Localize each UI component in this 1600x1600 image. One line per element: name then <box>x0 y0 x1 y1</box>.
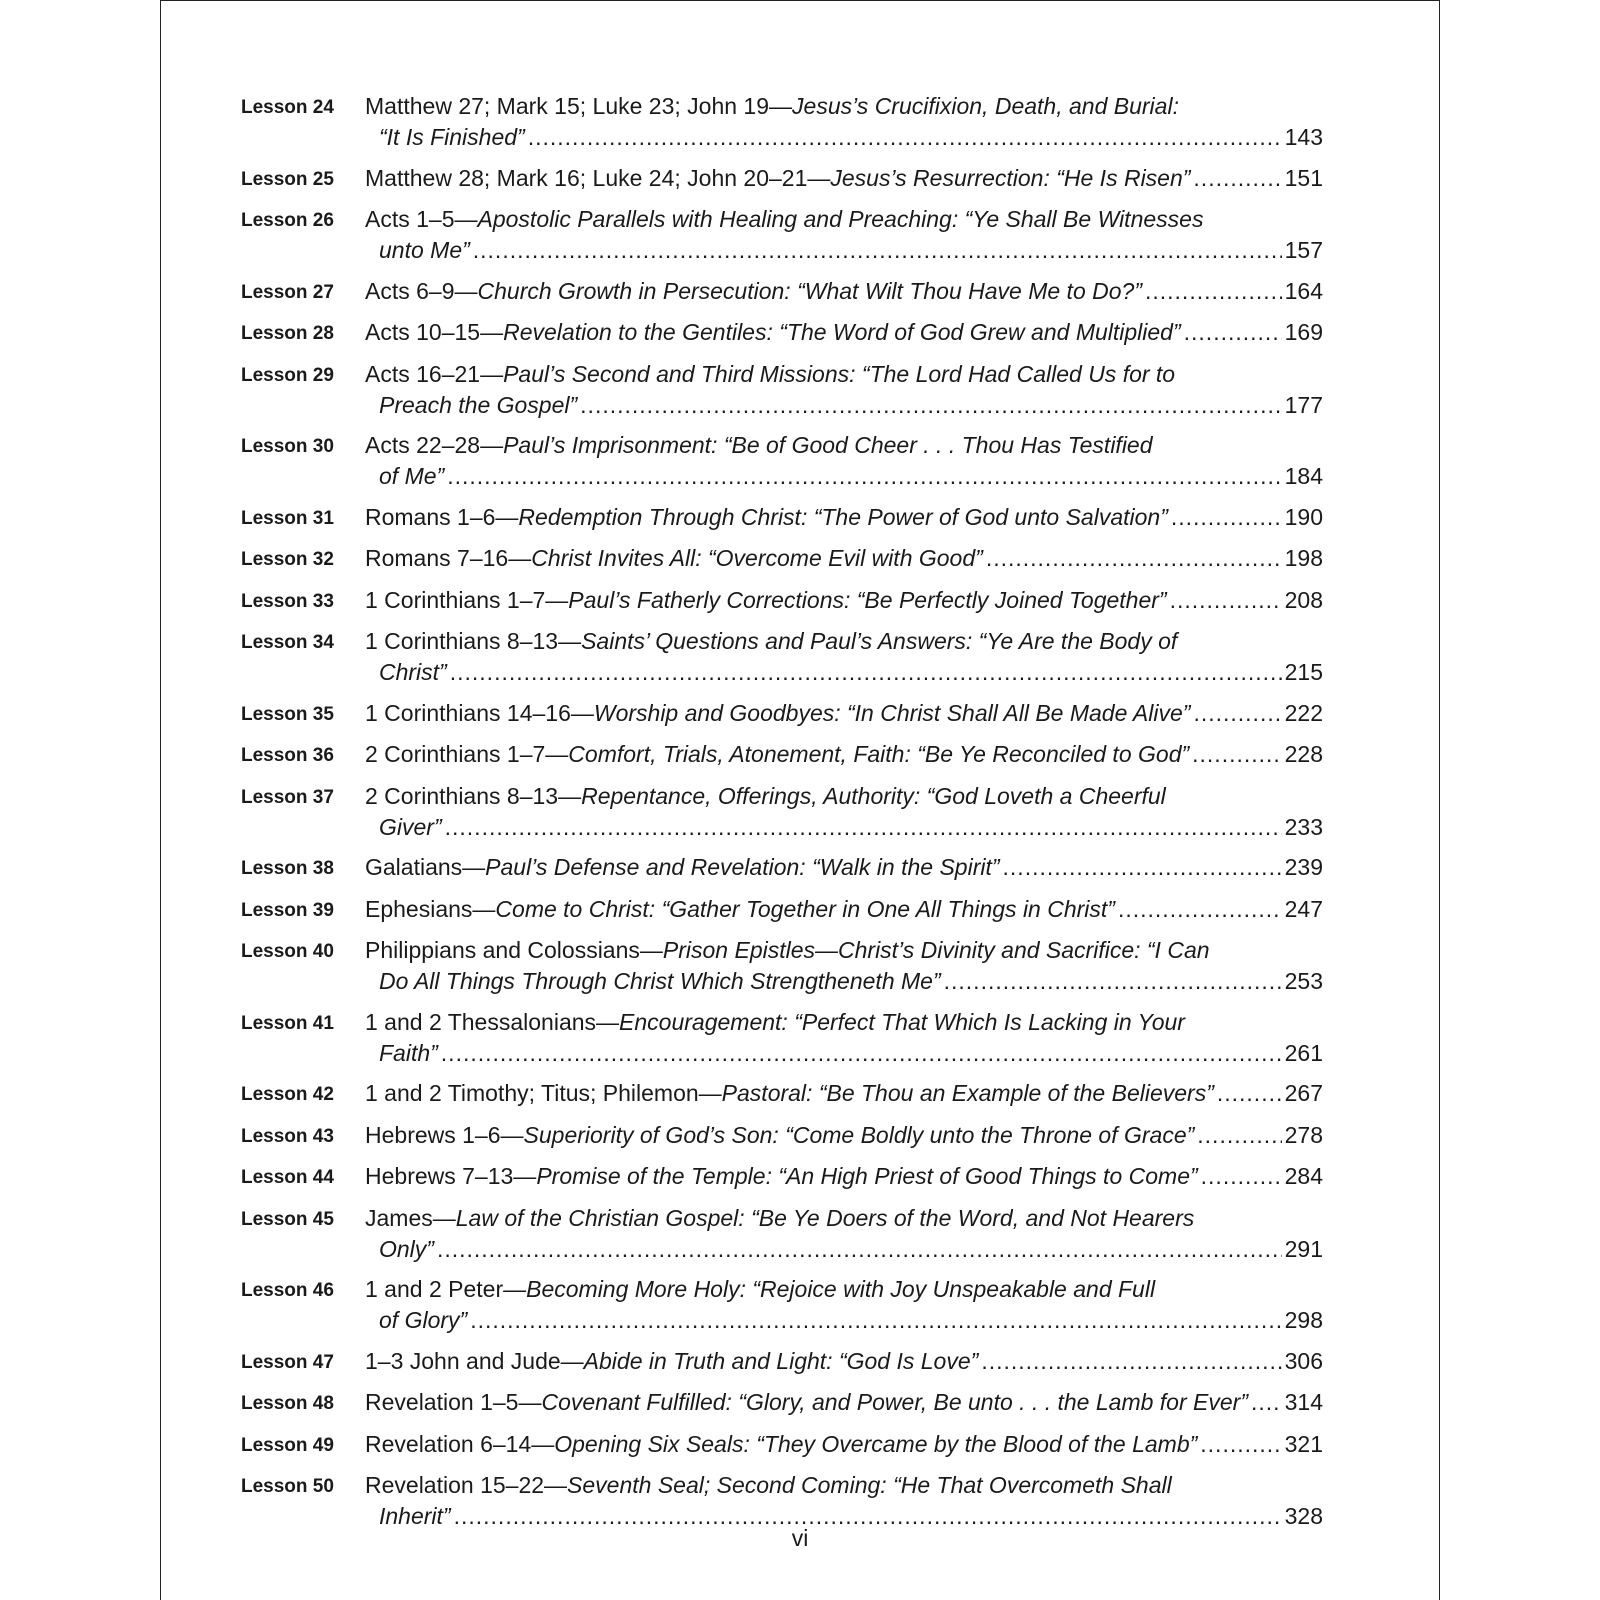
entry-title <box>365 1387 1323 1418</box>
dot-leader <box>1170 585 1282 616</box>
dot-leader <box>986 543 1282 574</box>
lesson-theme: Prison Epistles—Christ’s Divinity and Sacrifice: “I Can <box>662 937 1210 963</box>
toc-entry <box>241 1078 1323 1110</box>
page-reference: 190 <box>1284 503 1323 530</box>
toc-entry <box>241 935 1323 997</box>
leader-line <box>365 235 1323 266</box>
entry-title <box>365 317 1323 348</box>
entry-title <box>365 1161 1323 1192</box>
dot-leader <box>1193 698 1281 729</box>
lesson-theme: Becoming More Holy: “Rejoice with Joy Unspeakable and Full <box>526 1276 1156 1302</box>
entry-title <box>365 626 1323 688</box>
dot-leader <box>1171 502 1282 533</box>
toc-entry <box>241 894 1323 926</box>
dot-leader <box>1217 1078 1282 1109</box>
page-reference: 328 <box>1284 1503 1323 1529</box>
page-reference: 143 <box>1284 124 1323 150</box>
lesson-theme: Church Growth in Persecution: “What Wilt Thou Have Me to Do?” <box>477 277 1142 304</box>
leader-line <box>365 1429 1323 1460</box>
toc-entry <box>241 359 1323 421</box>
title-text <box>365 502 1168 533</box>
lesson-number: Lesson 33 <box>241 590 334 612</box>
entry-title <box>365 1470 1323 1532</box>
toc-entry <box>241 1203 1323 1265</box>
lesson-theme-continued: Only” <box>379 1235 434 1262</box>
page-reference: 169 <box>1284 319 1323 345</box>
title-text <box>365 739 1189 770</box>
page-reference: 208 <box>1284 586 1323 613</box>
lesson-theme-continued: Christ” <box>379 659 447 685</box>
lesson-number: Lesson 50 <box>241 1476 334 1497</box>
lesson-theme: Paul’s Defense and Revelation: “Walk in the Spirit” <box>485 854 1000 880</box>
toc-entry <box>241 1274 1323 1336</box>
dot-leader <box>1145 276 1282 307</box>
title-continuation <box>379 1038 438 1069</box>
scripture-reference: 2 Corinthians 1–7— <box>365 741 569 767</box>
page-reference: 291 <box>1284 1235 1323 1262</box>
dot-leader <box>1118 894 1282 925</box>
title-text <box>365 317 1181 348</box>
entry-title <box>365 1429 1323 1460</box>
scripture-reference: Hebrews 1–6— <box>365 1121 524 1148</box>
scripture-reference: 2 Corinthians 8–13— <box>365 782 582 809</box>
lesson-theme: Paul’s Fatherly Corrections: “Be Perfectly Joined Together” <box>568 586 1167 613</box>
scripture-reference: 1 Corinthians 8–13— <box>365 628 582 654</box>
dot-leader <box>1192 739 1281 770</box>
scripture-reference: Acts 6–9— <box>365 277 478 304</box>
title-first-line <box>365 359 1323 390</box>
entry-title <box>365 1007 1323 1069</box>
page-reference: 222 <box>1284 699 1323 726</box>
dot-leader <box>1197 1120 1281 1151</box>
lesson-number: Lesson 42 <box>241 1084 334 1105</box>
lesson-theme: Abide in Truth and Light: “God Is Love” <box>583 1347 979 1374</box>
title-text <box>365 852 1000 883</box>
lesson-theme-continued: Faith” <box>379 1039 438 1066</box>
page-reference: 253 <box>1284 968 1323 994</box>
title-continuation <box>379 657 447 688</box>
scripture-reference: Matthew 27; Mark 15; Luke 23; John 19— <box>365 93 793 119</box>
toc-entry <box>241 317 1323 349</box>
lesson-theme-continued: Giver” <box>379 813 442 840</box>
lesson-number: Lesson 43 <box>241 1125 334 1147</box>
scripture-reference: Acts 16–21— <box>365 360 504 387</box>
page-reference: 247 <box>1284 895 1323 922</box>
leader-line <box>365 1346 1323 1377</box>
title-first-line <box>365 1203 1323 1234</box>
entry-title <box>365 1274 1323 1336</box>
scripture-reference: 1 and 2 Timothy; Titus; Philemon— <box>365 1080 722 1106</box>
entry-title <box>365 894 1323 925</box>
dot-leader <box>437 1234 1282 1265</box>
entry-title <box>365 204 1323 266</box>
title-first-line <box>365 204 1323 235</box>
lesson-theme: Revelation to the Gentiles: “The Word of God Grew and Multiplied” <box>503 319 1181 345</box>
page-reference: 164 <box>1284 277 1323 304</box>
title-continuation <box>379 1234 434 1265</box>
title-text <box>365 1387 1248 1418</box>
scripture-reference: Romans 1–6— <box>365 503 519 530</box>
title-continuation <box>379 235 470 266</box>
entry-title <box>365 585 1323 616</box>
title-first-line <box>365 1007 1323 1038</box>
toc-entry <box>241 585 1323 617</box>
toc-entry <box>241 430 1323 492</box>
leader-line <box>365 276 1323 307</box>
page-reference: 267 <box>1284 1080 1323 1106</box>
title-first-line <box>365 430 1323 461</box>
toc-entry <box>241 739 1323 771</box>
toc-entry <box>241 1470 1323 1532</box>
page-reference: 284 <box>1284 1163 1323 1189</box>
scripture-reference: Galatians— <box>365 854 486 880</box>
dot-leader <box>580 390 1281 421</box>
scripture-reference: Hebrews 7–13— <box>365 1163 537 1189</box>
lesson-number: Lesson 49 <box>241 1434 334 1456</box>
lesson-number: Lesson 40 <box>241 941 334 962</box>
lesson-theme: Come to Christ: “Gather Together in One All Things in Christ” <box>495 895 1115 922</box>
scripture-reference: Ephesians— <box>365 895 496 922</box>
dot-leader <box>981 1346 1281 1377</box>
entry-title <box>365 359 1323 421</box>
scripture-reference: Acts 1–5— <box>365 206 478 232</box>
lesson-number: Lesson 34 <box>241 632 334 653</box>
toc-entry <box>241 1429 1323 1461</box>
entry-title <box>365 698 1323 729</box>
title-text <box>365 585 1167 616</box>
leader-line <box>365 698 1323 729</box>
page-reference: 215 <box>1284 659 1323 685</box>
title-continuation <box>379 390 577 421</box>
lesson-theme-continued: of Glory” <box>379 1307 468 1333</box>
lesson-theme: Encouragement: “Perfect That Which Is Lacking in Your <box>619 1008 1185 1035</box>
lesson-number: Lesson 37 <box>241 786 334 808</box>
entry-title <box>365 739 1323 770</box>
lesson-number: Lesson 28 <box>241 323 334 344</box>
scripture-reference: Philippians and Colossians— <box>365 937 663 963</box>
leader-line <box>365 966 1323 997</box>
title-text <box>365 276 1142 307</box>
toc-entry <box>241 1346 1323 1378</box>
page-reference: 239 <box>1284 854 1323 880</box>
title-continuation <box>379 812 442 843</box>
lesson-number: Lesson 45 <box>241 1208 334 1230</box>
title-text <box>365 543 983 574</box>
title-continuation <box>379 1305 467 1336</box>
entry-title <box>365 543 1323 574</box>
entry-title <box>365 852 1323 883</box>
leader-line <box>365 122 1323 153</box>
lesson-theme: Worship and Goodbyes: “In Christ Shall All Be Made Alive” <box>593 699 1191 726</box>
title-text <box>365 1120 1194 1151</box>
page-reference: 261 <box>1284 1039 1323 1066</box>
lesson-number: Lesson 29 <box>241 364 334 386</box>
toc-entry <box>241 1161 1323 1193</box>
leader-line <box>365 1161 1323 1192</box>
title-first-line <box>365 1470 1323 1501</box>
lesson-theme: Repentance, Offerings, Authority: “God Loveth a Cheerful <box>581 782 1166 809</box>
lesson-theme: Jesus’s Crucifixion, Death, and Burial: <box>792 93 1179 119</box>
dot-leader <box>470 1305 1281 1336</box>
leader-line <box>365 1038 1323 1069</box>
lesson-number: Lesson 27 <box>241 281 334 303</box>
lesson-number: Lesson 36 <box>241 745 334 766</box>
dot-leader <box>447 461 1281 492</box>
lesson-theme-continued: of Me” <box>379 463 445 489</box>
lesson-theme: Superiority of God’s Son: “Come Boldly unto the Throne of Grace” <box>523 1121 1195 1148</box>
title-continuation <box>379 122 525 153</box>
title-text <box>365 1346 978 1377</box>
scripture-reference: Acts 10–15— <box>365 319 504 345</box>
scripture-reference: 1 Corinthians 14–16— <box>365 699 594 726</box>
toc-entry <box>241 502 1323 534</box>
toc-entry <box>241 1387 1323 1419</box>
entry-title <box>365 276 1323 307</box>
scripture-reference: 1 and 2 Peter— <box>365 1276 527 1302</box>
leader-line <box>365 657 1323 688</box>
entry-title <box>365 1078 1323 1109</box>
page-reference: 228 <box>1284 741 1323 767</box>
lesson-number: Lesson 31 <box>241 507 334 529</box>
toc-entry <box>241 276 1323 308</box>
dot-leader <box>1184 317 1282 348</box>
title-first-line <box>365 935 1323 966</box>
lesson-theme-continued: “It Is Finished” <box>379 124 525 150</box>
lesson-number: Lesson 32 <box>241 549 334 570</box>
lesson-theme-continued: unto Me” <box>379 237 470 263</box>
table-of-contents <box>241 91 1323 1542</box>
lesson-theme: Jesus’s Resurrection: “He Is Risen” <box>830 164 1191 191</box>
dot-leader <box>528 122 1282 153</box>
lesson-number: Lesson 39 <box>241 899 334 921</box>
lesson-theme: Paul’s Imprisonment: “Be of Good Cheer . . . Thou Has Testified <box>503 432 1153 458</box>
lesson-theme: Pastoral: “Be Thou an Example of the Believers” <box>721 1080 1214 1106</box>
toc-entry <box>241 852 1323 884</box>
toc-entry <box>241 204 1323 266</box>
toc-entry <box>241 781 1323 843</box>
lesson-theme-continued: Inherit” <box>379 1503 451 1529</box>
leader-line <box>365 461 1323 492</box>
lesson-theme: Paul’s Second and Third Missions: “The Lord Had Called Us for to <box>503 360 1176 387</box>
title-text <box>365 1078 1214 1109</box>
title-text <box>365 894 1115 925</box>
toc-entry <box>241 163 1323 195</box>
lesson-number: Lesson 44 <box>241 1167 334 1188</box>
leader-line <box>365 1120 1323 1151</box>
dot-leader <box>441 1038 1282 1069</box>
lesson-number: Lesson 26 <box>241 210 334 231</box>
title-first-line <box>365 1274 1323 1305</box>
dot-leader <box>1193 163 1281 194</box>
lesson-number: Lesson 25 <box>241 168 334 190</box>
leader-line <box>365 585 1323 616</box>
toc-entry <box>241 698 1323 730</box>
scripture-reference: 1 Corinthians 1–7— <box>365 586 569 613</box>
scripture-reference: 1 and 2 Thessalonians— <box>365 1008 620 1035</box>
entry-title <box>365 1346 1323 1377</box>
lesson-theme: Promise of the Temple: “An High Priest of Good Things to Come” <box>536 1163 1198 1189</box>
lesson-number: Lesson 41 <box>241 1012 334 1034</box>
entry-title <box>365 1120 1323 1151</box>
entry-title <box>365 935 1323 997</box>
scripture-reference: Revelation 1–5— <box>365 1389 542 1415</box>
leader-line <box>365 1305 1323 1336</box>
lesson-number: Lesson 24 <box>241 97 334 118</box>
lesson-theme: Apostolic Parallels with Healing and Preaching: “Ye Shall Be Witnesses <box>477 206 1204 232</box>
dot-leader <box>1201 1161 1282 1192</box>
title-first-line <box>365 781 1323 812</box>
entry-title <box>365 430 1323 492</box>
entry-title <box>365 1203 1323 1265</box>
toc-entry <box>241 543 1323 575</box>
dot-leader <box>473 235 1282 266</box>
leader-line <box>365 543 1323 574</box>
entry-title <box>365 91 1323 153</box>
leader-line <box>365 739 1323 770</box>
page-reference: 278 <box>1284 1121 1323 1148</box>
page-reference: 198 <box>1284 545 1323 571</box>
toc-entry <box>241 1007 1323 1069</box>
lesson-number: Lesson 38 <box>241 858 334 879</box>
scripture-reference: Matthew 28; Mark 16; Luke 24; John 20–21— <box>365 164 831 191</box>
leader-line <box>365 502 1323 533</box>
lesson-number: Lesson 30 <box>241 436 334 457</box>
scripture-reference: Revelation 15–22— <box>365 1472 568 1498</box>
leader-line <box>365 1234 1323 1265</box>
title-first-line <box>365 91 1323 122</box>
leader-line <box>365 1078 1323 1109</box>
page-reference: 177 <box>1284 391 1323 418</box>
leader-line <box>365 894 1323 925</box>
page <box>160 0 1440 1600</box>
toc-entry <box>241 1120 1323 1152</box>
lesson-number: Lesson 47 <box>241 1351 334 1373</box>
leader-line <box>365 812 1323 843</box>
title-first-line <box>365 626 1323 657</box>
entry-title <box>365 781 1323 843</box>
dot-leader <box>1251 1387 1282 1418</box>
title-text <box>365 1429 1197 1460</box>
dot-leader <box>445 812 1282 843</box>
scripture-reference: James— <box>365 1204 456 1231</box>
lesson-theme: Law of the Christian Gospel: “Be Ye Doers of the Word, and Not Hearers <box>455 1204 1195 1231</box>
lesson-number: Lesson 46 <box>241 1280 334 1301</box>
page-reference: 314 <box>1284 1389 1323 1415</box>
page-reference: 233 <box>1284 813 1323 840</box>
page-reference: 151 <box>1284 164 1323 191</box>
title-text <box>365 1161 1198 1192</box>
entry-title <box>365 502 1323 533</box>
dot-leader <box>1200 1429 1281 1460</box>
lesson-number: Lesson 35 <box>241 703 334 725</box>
lesson-theme: Redemption Through Christ: “The Power of God unto Salvation” <box>518 503 1168 530</box>
lesson-theme: Opening Six Seals: “They Overcame by the Blood of the Lamb” <box>554 1430 1198 1457</box>
title-text <box>365 698 1190 729</box>
entry-title <box>365 163 1323 194</box>
dot-leader <box>944 966 1282 997</box>
lesson-theme-continued: Do All Things Through Christ Which Strengtheneth Me” <box>379 968 941 994</box>
scripture-reference: 1–3 John and Jude— <box>365 1347 584 1374</box>
toc-entry <box>241 626 1323 688</box>
lesson-theme: Comfort, Trials, Atonement, Faith: “Be Ye Reconciled to God” <box>568 741 1190 767</box>
leader-line <box>365 390 1323 421</box>
lesson-theme: Covenant Fulfilled: “Glory, and Power, Be unto . . . the Lamb for Ever” <box>541 1389 1248 1415</box>
lesson-theme: Saints’ Questions and Paul’s Answers: “Ye Are the Body of <box>581 628 1178 654</box>
toc-entry <box>241 91 1323 153</box>
dot-leader <box>450 657 1282 688</box>
page-number-folio: vi <box>791 1525 809 1551</box>
scripture-reference: Revelation 6–14— <box>365 1430 555 1457</box>
lesson-number: Lesson 48 <box>241 1393 334 1414</box>
scripture-reference: Acts 22–28— <box>365 432 504 458</box>
page-reference: 157 <box>1284 237 1323 263</box>
lesson-theme-continued: Preach the Gospel” <box>379 391 578 418</box>
dot-leader <box>1003 852 1282 883</box>
scripture-reference: Romans 7–16— <box>365 545 532 571</box>
leader-line <box>365 163 1323 194</box>
leader-line <box>365 1387 1323 1418</box>
title-continuation <box>379 966 941 997</box>
lesson-theme: Christ Invites All: “Overcome Evil with Good” <box>531 545 983 571</box>
page-reference: 184 <box>1284 463 1323 489</box>
leader-line <box>365 852 1323 883</box>
title-text <box>365 163 1190 194</box>
lesson-theme: Seventh Seal; Second Coming: “He That Overcometh Shall <box>567 1472 1172 1498</box>
page-reference: 321 <box>1284 1430 1323 1457</box>
leader-line <box>365 317 1323 348</box>
title-continuation <box>379 461 444 492</box>
page-reference: 298 <box>1284 1307 1323 1333</box>
page-reference: 306 <box>1284 1347 1323 1374</box>
